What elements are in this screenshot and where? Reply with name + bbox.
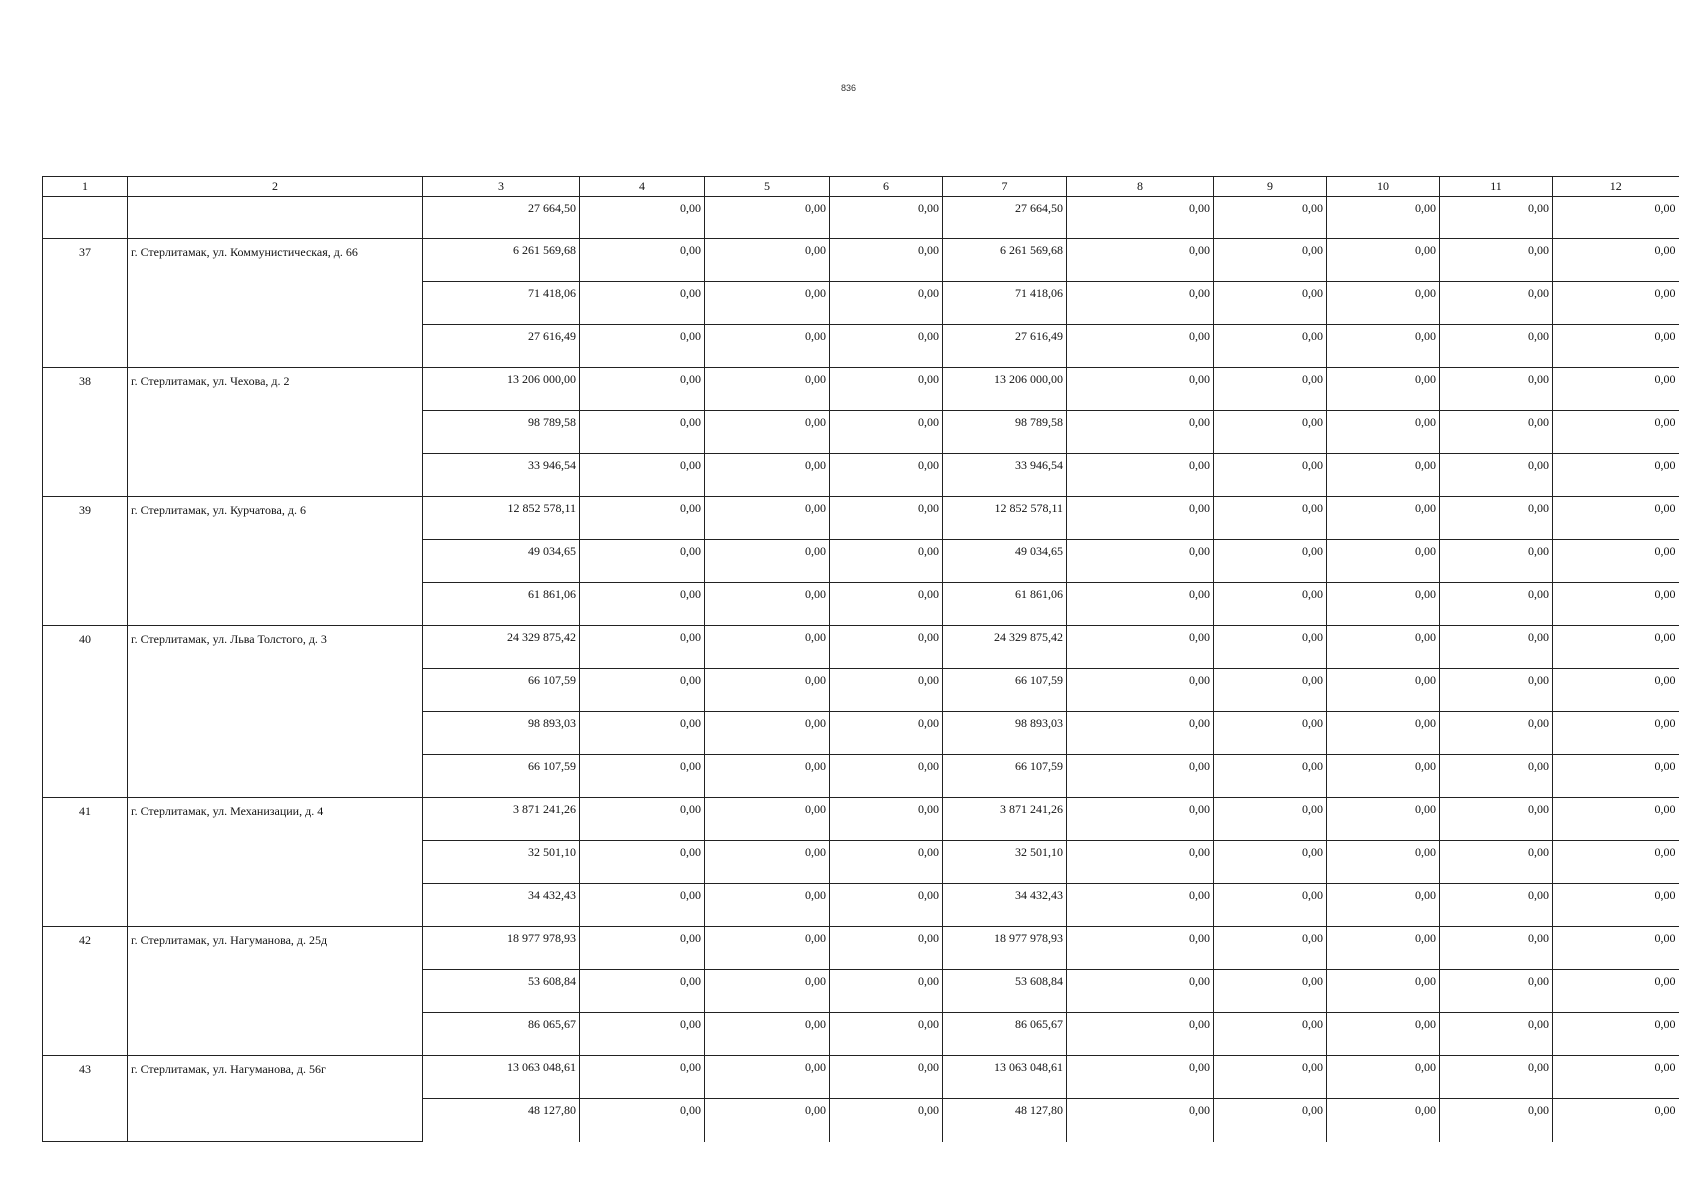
amount-cell: 0,00	[830, 583, 943, 626]
amount-cell: 0,00	[1440, 454, 1553, 497]
amount-cell: 0,00	[1440, 669, 1553, 712]
amount-cell: 0,00	[1553, 841, 1679, 884]
amount-cell: 0,00	[1214, 1099, 1327, 1142]
amount-cell: 3 871 241,26	[423, 798, 580, 841]
amount-cell: 0,00	[1553, 626, 1679, 669]
amount-cell: 0,00	[1553, 884, 1679, 927]
amount-cell: 0,00	[1327, 239, 1440, 282]
amount-cell: 0,00	[1214, 1056, 1327, 1099]
table-body	[43, 197, 1679, 1142]
amount-cell: 27 616,49	[943, 325, 1067, 368]
amount-cell: 0,00	[1327, 411, 1440, 454]
amount-cell: 0,00	[830, 755, 943, 798]
amount-cell: 0,00	[830, 411, 943, 454]
amount-cell: 0,00	[1214, 970, 1327, 1013]
amount-cell: 0,00	[1067, 841, 1214, 884]
table-row	[43, 197, 1679, 239]
amount-cell: 0,00	[1553, 798, 1679, 841]
amount-cell: 0,00	[705, 669, 830, 712]
amount-cell: 0,00	[1440, 239, 1553, 282]
amount-cell: 0,00	[1214, 540, 1327, 583]
amount-cell: 24 329 875,42	[423, 626, 580, 669]
amount-cell: 0,00	[1067, 583, 1214, 626]
amount-cell: 0,00	[705, 325, 830, 368]
amount-cell: 0,00	[830, 626, 943, 669]
amount-cell: 0,00	[580, 325, 705, 368]
amount-cell: 0,00	[830, 454, 943, 497]
address-cell: г. Стерлитамак, ул. Курчатова, д. 6	[128, 497, 423, 626]
amount-cell: 0,00	[705, 927, 830, 970]
amount-cell: 0,00	[1214, 1013, 1327, 1056]
amount-cell: 0,00	[580, 970, 705, 1013]
amount-cell: 0,00	[1067, 540, 1214, 583]
amount-cell: 0,00	[1327, 798, 1440, 841]
amount-cell: 0,00	[1553, 712, 1679, 755]
amount-cell: 0,00	[1553, 583, 1679, 626]
amount-cell: 0,00	[1214, 411, 1327, 454]
amount-cell: 0,00	[580, 239, 705, 282]
amount-cell: 0,00	[830, 927, 943, 970]
address-cell: г. Стерлитамак, ул. Нагуманова, д. 25д	[128, 927, 423, 1056]
amount-cell: 0,00	[1214, 841, 1327, 884]
amount-cell: 0,00	[705, 368, 830, 411]
column-header: 2	[128, 177, 423, 197]
amount-cell: 18 977 978,93	[943, 927, 1067, 970]
amount-cell: 0,00	[705, 497, 830, 540]
amount-cell: 0,00	[705, 798, 830, 841]
amount-cell: 49 034,65	[423, 540, 580, 583]
address-cell: г. Стерлитамак, ул. Нагуманова, д. 56г	[128, 1056, 423, 1142]
table-row	[43, 798, 1679, 841]
amount-cell: 0,00	[830, 712, 943, 755]
amount-cell: 0,00	[1440, 1013, 1553, 1056]
amount-cell: 0,00	[1440, 884, 1553, 927]
amount-cell: 0,00	[1067, 1056, 1214, 1099]
amount-cell: 0,00	[705, 197, 830, 239]
amount-cell: 0,00	[830, 497, 943, 540]
amount-cell: 0,00	[1553, 755, 1679, 798]
amount-cell: 0,00	[580, 1056, 705, 1099]
amount-cell: 66 107,59	[423, 755, 580, 798]
amount-cell: 0,00	[1327, 1056, 1440, 1099]
amount-cell: 0,00	[580, 841, 705, 884]
amount-cell: 0,00	[830, 540, 943, 583]
amount-cell: 24 329 875,42	[943, 626, 1067, 669]
amount-cell: 6 261 569,68	[423, 239, 580, 282]
amount-cell: 0,00	[1440, 411, 1553, 454]
amount-cell: 0,00	[1440, 626, 1553, 669]
amount-cell: 0,00	[580, 540, 705, 583]
amount-cell: 0,00	[1440, 325, 1553, 368]
amount-cell: 49 034,65	[943, 540, 1067, 583]
amount-cell: 0,00	[580, 583, 705, 626]
amount-cell: 0,00	[1553, 411, 1679, 454]
amount-cell: 0,00	[1214, 239, 1327, 282]
row-number-cell: 42	[43, 927, 128, 1056]
amount-cell: 0,00	[1067, 712, 1214, 755]
amount-cell: 0,00	[830, 841, 943, 884]
amount-cell: 34 432,43	[943, 884, 1067, 927]
amount-cell: 0,00	[1440, 755, 1553, 798]
column-header: 6	[830, 177, 943, 197]
amount-cell: 27 616,49	[423, 325, 580, 368]
amount-cell: 13 206 000,00	[423, 368, 580, 411]
amount-cell: 0,00	[1440, 583, 1553, 626]
amount-cell: 0,00	[1214, 197, 1327, 239]
amount-cell: 0,00	[1327, 325, 1440, 368]
row-number-cell: 40	[43, 626, 128, 798]
amount-cell: 13 063 048,61	[943, 1056, 1067, 1099]
amount-cell: 0,00	[1327, 1099, 1440, 1142]
amount-cell: 0,00	[1067, 454, 1214, 497]
amount-cell: 12 852 578,11	[943, 497, 1067, 540]
amount-cell: 0,00	[1553, 325, 1679, 368]
amount-cell: 0,00	[1327, 540, 1440, 583]
table-row	[43, 626, 1679, 669]
amount-cell: 0,00	[580, 497, 705, 540]
amount-cell: 0,00	[1067, 755, 1214, 798]
row-number-cell: 37	[43, 239, 128, 368]
column-header: 8	[1067, 177, 1214, 197]
amount-cell: 0,00	[1214, 927, 1327, 970]
column-header: 9	[1214, 177, 1327, 197]
amount-cell: 53 608,84	[943, 970, 1067, 1013]
amount-cell: 0,00	[1327, 583, 1440, 626]
amount-cell: 0,00	[1553, 1013, 1679, 1056]
amount-cell: 0,00	[1440, 282, 1553, 325]
amount-cell: 0,00	[1553, 454, 1679, 497]
amount-cell: 0,00	[1067, 798, 1214, 841]
amount-cell: 98 893,03	[423, 712, 580, 755]
amount-cell: 0,00	[1553, 970, 1679, 1013]
amount-cell: 0,00	[580, 454, 705, 497]
amount-cell: 86 065,67	[943, 1013, 1067, 1056]
amount-cell: 0,00	[1327, 282, 1440, 325]
amount-cell: 48 127,80	[943, 1099, 1067, 1142]
amount-cell: 86 065,67	[423, 1013, 580, 1056]
amount-cell: 61 861,06	[423, 583, 580, 626]
table-row	[43, 1056, 1679, 1099]
amount-cell: 32 501,10	[423, 841, 580, 884]
amount-cell: 0,00	[1327, 755, 1440, 798]
amount-cell: 0,00	[1214, 454, 1327, 497]
amount-cell: 0,00	[580, 282, 705, 325]
amount-cell: 0,00	[1440, 540, 1553, 583]
amount-cell: 0,00	[1214, 368, 1327, 411]
address-cell: г. Стерлитамак, ул. Чехова, д. 2	[128, 368, 423, 497]
amount-cell: 0,00	[1440, 712, 1553, 755]
amount-cell: 0,00	[1067, 325, 1214, 368]
amount-cell: 0,00	[705, 282, 830, 325]
amount-cell: 0,00	[1067, 1099, 1214, 1142]
amount-cell: 0,00	[705, 583, 830, 626]
amount-cell: 0,00	[1440, 927, 1553, 970]
column-number-row	[43, 177, 1679, 197]
column-header: 10	[1327, 177, 1440, 197]
amount-cell: 0,00	[705, 884, 830, 927]
amount-cell: 0,00	[580, 927, 705, 970]
row-number-cell: 41	[43, 798, 128, 927]
row-number-cell	[43, 197, 128, 239]
amount-cell: 0,00	[1327, 841, 1440, 884]
amount-cell: 0,00	[1327, 712, 1440, 755]
amount-cell: 0,00	[1214, 755, 1327, 798]
amount-cell: 0,00	[1440, 497, 1553, 540]
column-header: 12	[1553, 177, 1679, 197]
amount-cell: 0,00	[1214, 325, 1327, 368]
table-row	[43, 368, 1679, 411]
amount-cell: 0,00	[830, 325, 943, 368]
amount-cell: 0,00	[1067, 197, 1214, 239]
amount-cell: 0,00	[1553, 927, 1679, 970]
amount-cell: 98 893,03	[943, 712, 1067, 755]
amount-cell: 0,00	[1553, 239, 1679, 282]
amount-cell: 0,00	[1214, 712, 1327, 755]
table-row	[43, 497, 1679, 540]
amount-cell: 27 664,50	[423, 197, 580, 239]
amount-cell: 0,00	[830, 798, 943, 841]
amount-cell: 0,00	[1327, 197, 1440, 239]
amount-cell: 33 946,54	[423, 454, 580, 497]
amount-cell: 48 127,80	[423, 1099, 580, 1142]
amount-cell: 18 977 978,93	[423, 927, 580, 970]
amount-cell: 0,00	[580, 626, 705, 669]
amount-cell: 0,00	[830, 669, 943, 712]
amount-cell: 0,00	[1067, 927, 1214, 970]
amount-cell: 66 107,59	[943, 755, 1067, 798]
amount-cell: 0,00	[705, 626, 830, 669]
amount-cell: 0,00	[1440, 841, 1553, 884]
amount-cell: 53 608,84	[423, 970, 580, 1013]
amount-cell: 0,00	[705, 540, 830, 583]
amount-cell: 0,00	[1067, 411, 1214, 454]
row-number-cell: 38	[43, 368, 128, 497]
table-row	[43, 927, 1679, 970]
amount-cell: 71 418,06	[943, 282, 1067, 325]
amount-cell: 0,00	[1553, 540, 1679, 583]
amount-cell: 0,00	[580, 884, 705, 927]
amount-cell: 3 871 241,26	[943, 798, 1067, 841]
amount-cell: 0,00	[1067, 282, 1214, 325]
column-header: 1	[43, 177, 128, 197]
column-header: 7	[943, 177, 1067, 197]
amount-cell: 0,00	[1214, 884, 1327, 927]
amount-cell: 0,00	[1553, 497, 1679, 540]
amount-cell: 0,00	[830, 197, 943, 239]
amount-cell: 0,00	[1553, 197, 1679, 239]
amount-cell: 0,00	[1327, 669, 1440, 712]
amount-cell: 0,00	[580, 1013, 705, 1056]
amount-cell: 0,00	[830, 368, 943, 411]
amount-cell: 0,00	[830, 970, 943, 1013]
amount-cell: 0,00	[705, 970, 830, 1013]
amount-cell: 0,00	[1067, 239, 1214, 282]
amount-cell: 0,00	[830, 1099, 943, 1142]
amount-cell: 0,00	[1327, 970, 1440, 1013]
column-header: 4	[580, 177, 705, 197]
amount-cell: 0,00	[1067, 884, 1214, 927]
amount-cell: 98 789,58	[423, 411, 580, 454]
amount-cell: 0,00	[1327, 497, 1440, 540]
amount-cell: 0,00	[580, 669, 705, 712]
amount-cell: 0,00	[705, 239, 830, 282]
amount-cell: 71 418,06	[423, 282, 580, 325]
amount-cell: 0,00	[1553, 669, 1679, 712]
amount-cell: 0,00	[705, 411, 830, 454]
amount-cell: 12 852 578,11	[423, 497, 580, 540]
page-number: 836	[840, 83, 857, 93]
address-cell: г. Стерлитамак, ул. Коммунистическая, д. 66	[128, 239, 423, 368]
amount-cell: 0,00	[1440, 798, 1553, 841]
amount-cell: 0,00	[580, 798, 705, 841]
amount-cell: 0,00	[1553, 1056, 1679, 1099]
amount-cell: 0,00	[1553, 1099, 1679, 1142]
amount-cell: 0,00	[1327, 927, 1440, 970]
amount-cell: 0,00	[1214, 626, 1327, 669]
amount-cell: 0,00	[1440, 970, 1553, 1013]
amount-cell: 0,00	[580, 755, 705, 798]
address-cell: г. Стерлитамак, ул. Льва Толстого, д. 3	[128, 626, 423, 798]
amount-cell: 27 664,50	[943, 197, 1067, 239]
amount-cell: 0,00	[705, 1056, 830, 1099]
amount-cell: 66 107,59	[423, 669, 580, 712]
amount-cell: 0,00	[1440, 197, 1553, 239]
amount-cell: 0,00	[830, 282, 943, 325]
amount-cell: 0,00	[1214, 282, 1327, 325]
amount-cell: 0,00	[1327, 368, 1440, 411]
amount-cell: 0,00	[705, 712, 830, 755]
table-row	[43, 239, 1679, 282]
amount-cell: 0,00	[1214, 583, 1327, 626]
amount-cell: 6 261 569,68	[943, 239, 1067, 282]
column-header: 3	[423, 177, 580, 197]
amount-cell: 66 107,59	[943, 669, 1067, 712]
amount-cell: 0,00	[580, 411, 705, 454]
amount-cell: 61 861,06	[943, 583, 1067, 626]
column-header: 11	[1440, 177, 1553, 197]
amount-cell: 0,00	[830, 1013, 943, 1056]
amount-cell: 0,00	[580, 1099, 705, 1142]
amount-cell: 0,00	[1067, 626, 1214, 669]
amount-cell: 0,00	[1440, 368, 1553, 411]
amount-cell: 0,00	[1553, 368, 1679, 411]
amount-cell: 0,00	[1327, 626, 1440, 669]
amount-cell: 0,00	[1440, 1056, 1553, 1099]
amount-cell: 0,00	[1327, 1013, 1440, 1056]
budget-table	[42, 176, 1679, 1142]
amount-cell: 0,00	[1214, 798, 1327, 841]
amount-cell: 0,00	[1067, 970, 1214, 1013]
amount-cell: 0,00	[830, 1056, 943, 1099]
amount-cell: 13 063 048,61	[423, 1056, 580, 1099]
amount-cell: 33 946,54	[943, 454, 1067, 497]
amount-cell: 0,00	[1327, 884, 1440, 927]
amount-cell: 0,00	[1327, 454, 1440, 497]
amount-cell: 0,00	[580, 712, 705, 755]
amount-cell: 0,00	[705, 755, 830, 798]
amount-cell: 0,00	[1067, 669, 1214, 712]
amount-cell: 0,00	[580, 197, 705, 239]
amount-cell: 0,00	[1214, 669, 1327, 712]
amount-cell: 0,00	[705, 1099, 830, 1142]
column-header: 5	[705, 177, 830, 197]
amount-cell: 98 789,58	[943, 411, 1067, 454]
amount-cell: 13 206 000,00	[943, 368, 1067, 411]
amount-cell: 0,00	[705, 841, 830, 884]
amount-cell: 0,00	[1214, 497, 1327, 540]
amount-cell: 0,00	[705, 454, 830, 497]
address-cell	[128, 197, 423, 239]
amount-cell: 0,00	[1440, 1099, 1553, 1142]
amount-cell: 32 501,10	[943, 841, 1067, 884]
row-number-cell: 39	[43, 497, 128, 626]
amount-cell: 0,00	[830, 884, 943, 927]
amount-cell: 0,00	[830, 239, 943, 282]
amount-cell: 0,00	[705, 1013, 830, 1056]
address-cell: г. Стерлитамак, ул. Механизации, д. 4	[128, 798, 423, 927]
amount-cell: 0,00	[580, 368, 705, 411]
amount-cell: 0,00	[1553, 282, 1679, 325]
amount-cell: 0,00	[1067, 368, 1214, 411]
row-number-cell: 43	[43, 1056, 128, 1142]
amount-cell: 0,00	[1067, 497, 1214, 540]
amount-cell: 0,00	[1067, 1013, 1214, 1056]
amount-cell: 34 432,43	[423, 884, 580, 927]
